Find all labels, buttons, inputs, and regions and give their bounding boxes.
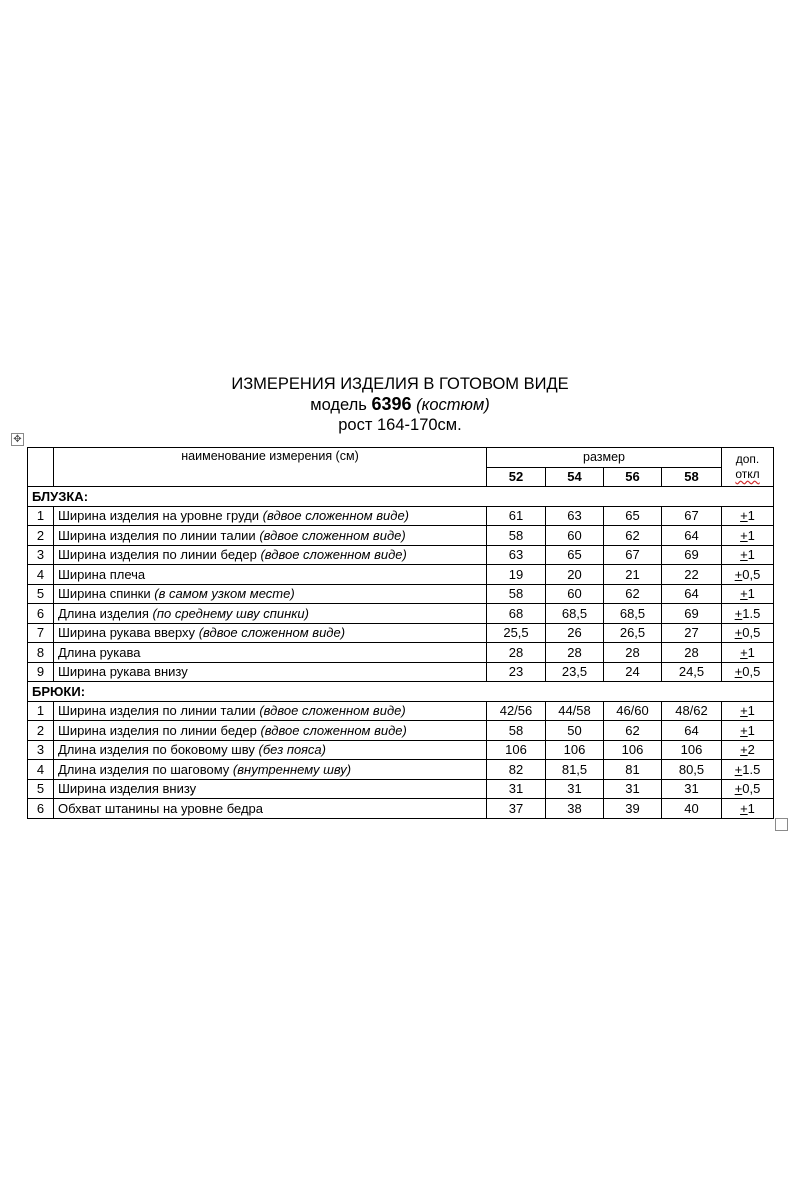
measurement-name-cell xyxy=(54,506,487,526)
measurement-note: (в самом узком месте) xyxy=(154,586,295,602)
size-value: 40 xyxy=(662,799,722,819)
row-number: 4 xyxy=(28,760,54,780)
row-number: 3 xyxy=(28,545,54,565)
plus-minus-icon: + xyxy=(740,644,748,660)
size-value: 21 xyxy=(604,565,662,585)
row-number: 6 xyxy=(28,604,54,624)
tolerance-value: 1.5 xyxy=(742,761,761,777)
size-value: 23,5 xyxy=(546,662,604,682)
tolerance-cell xyxy=(722,545,774,565)
size-value: 82 xyxy=(487,760,546,780)
plus-minus-icon: + xyxy=(734,761,743,777)
measurement-name: Длина изделия по шаговому xyxy=(58,761,230,777)
size-value: 68,5 xyxy=(604,604,662,624)
tolerance-cell xyxy=(722,740,774,760)
size-value: 39 xyxy=(604,799,662,819)
measurement-name: Ширина изделия по линии бедер xyxy=(58,722,257,738)
size-value: 65 xyxy=(604,506,662,526)
plus-minus-icon: + xyxy=(740,586,748,602)
plus-minus-icon: + xyxy=(740,703,748,719)
size-value: 28 xyxy=(487,643,546,663)
size-value: 25,5 xyxy=(487,623,546,643)
size-value: 65 xyxy=(546,545,604,565)
size-value: 24,5 xyxy=(662,662,722,682)
model-prefix: модель xyxy=(310,396,367,414)
document-title: ИЗМЕРЕНИЯ ИЗДЕЛИЯ В ГОТОВОМ ВИДЕ xyxy=(231,375,569,393)
tolerance-cell xyxy=(722,584,774,604)
size-value: 20 xyxy=(546,565,604,585)
table-row xyxy=(28,584,774,604)
measurement-note: (вдвое сложенном виде) xyxy=(198,625,346,641)
measurement-note: (вдвое сложенном виде) xyxy=(259,527,406,543)
row-number: 1 xyxy=(28,506,54,526)
tolerance-value: 1 xyxy=(747,547,755,563)
tolerance-value: 1 xyxy=(747,508,755,524)
measurement-name-cell xyxy=(54,643,487,663)
plus-minus-icon: + xyxy=(734,664,743,680)
size-value: 28 xyxy=(604,643,662,663)
measurement-name: Ширина изделия внизу xyxy=(58,781,197,797)
tolerance-cell xyxy=(722,779,774,799)
table-row xyxy=(28,623,774,643)
measurement-name-cell xyxy=(54,721,487,741)
tolerance-value: 1 xyxy=(747,703,755,719)
row-number: 4 xyxy=(28,565,54,585)
size-value: 58 xyxy=(487,584,546,604)
measurement-name-cell xyxy=(54,662,487,682)
size-value: 68 xyxy=(487,604,546,624)
row-number: 2 xyxy=(28,526,54,546)
table-row xyxy=(28,565,774,585)
table-row xyxy=(28,662,774,682)
table-row xyxy=(28,760,774,780)
measurement-name-cell xyxy=(54,604,487,624)
measurement-name-cell xyxy=(54,526,487,546)
tolerance-cell xyxy=(722,701,774,721)
row-number: 8 xyxy=(28,643,54,663)
size-header: 52 xyxy=(487,467,546,487)
size-value: 63 xyxy=(487,545,546,565)
table-resize-handle[interactable] xyxy=(775,818,788,831)
height-line: рост 164-170см. xyxy=(338,416,462,434)
tolerance-cell xyxy=(722,760,774,780)
tolerance-value: 1 xyxy=(747,586,755,602)
size-value: 48/62 xyxy=(662,701,722,721)
tolerance-label-2: откл xyxy=(735,467,760,481)
header-num-cell xyxy=(28,448,54,487)
row-number: 2 xyxy=(28,721,54,741)
size-header: 58 xyxy=(662,467,722,487)
model-suffix: (костюм) xyxy=(416,396,490,414)
size-value: 63 xyxy=(546,506,604,526)
measurement-name-cell xyxy=(54,545,487,565)
tolerance-value: 0,5 xyxy=(742,664,761,680)
size-value: 62 xyxy=(604,526,662,546)
tolerance-value: 0,5 xyxy=(742,625,761,641)
size-value: 38 xyxy=(546,799,604,819)
size-value: 81 xyxy=(604,760,662,780)
size-value: 106 xyxy=(604,740,662,760)
tolerance-value: 0,5 xyxy=(742,566,761,582)
measurement-name-cell xyxy=(54,565,487,585)
tolerance-label-1: доп. xyxy=(735,452,760,466)
table-row xyxy=(28,526,774,546)
size-value: 26,5 xyxy=(604,623,662,643)
measurement-name: Ширина изделия по линии талии xyxy=(58,703,256,719)
size-value: 27 xyxy=(662,623,722,643)
size-value: 37 xyxy=(487,799,546,819)
size-value: 106 xyxy=(487,740,546,760)
plus-minus-icon: + xyxy=(740,508,748,524)
row-number: 1 xyxy=(28,701,54,721)
document-header xyxy=(0,374,800,435)
measurement-note: (внутреннему шву) xyxy=(232,761,352,777)
row-number: 7 xyxy=(28,623,54,643)
measurement-name: Обхват штанины на уровне бедра xyxy=(58,800,263,816)
plus-minus-icon: + xyxy=(734,605,743,621)
plus-minus-icon: + xyxy=(734,781,743,797)
section-title: БЛУЗКА: xyxy=(28,487,774,507)
size-value: 58 xyxy=(487,721,546,741)
row-number: 6 xyxy=(28,799,54,819)
size-value: 24 xyxy=(604,662,662,682)
section-title: БРЮКИ: xyxy=(28,682,774,702)
tolerance-value: 1.5 xyxy=(742,605,761,621)
tolerance-cell xyxy=(722,662,774,682)
size-value: 19 xyxy=(487,565,546,585)
model-number: 6396 xyxy=(371,394,412,414)
row-number: 5 xyxy=(28,584,54,604)
measurement-note: (вдвое сложенном виде) xyxy=(260,722,407,738)
measurement-note: (по среднему шву спинки) xyxy=(152,605,309,621)
measurement-name: Длина изделия xyxy=(58,605,149,621)
plus-minus-icon: + xyxy=(740,800,748,816)
table-row xyxy=(28,701,774,721)
measurement-name: Ширина рукава внизу xyxy=(58,664,188,680)
table-row xyxy=(28,545,774,565)
header-row-1 xyxy=(28,448,774,468)
measurement-note: (без пояса) xyxy=(258,742,326,758)
measurement-name-cell xyxy=(54,799,487,819)
size-value: 31 xyxy=(662,779,722,799)
table-row xyxy=(28,779,774,799)
measurement-name: Ширина изделия по линии бедер xyxy=(58,547,257,563)
size-value: 44/58 xyxy=(546,701,604,721)
size-value: 62 xyxy=(604,584,662,604)
plus-minus-icon: + xyxy=(740,527,748,543)
size-value: 62 xyxy=(604,721,662,741)
plus-minus-icon: + xyxy=(740,722,748,738)
measurement-name-cell xyxy=(54,760,487,780)
size-value: 67 xyxy=(662,506,722,526)
size-value: 64 xyxy=(662,721,722,741)
row-number: 3 xyxy=(28,740,54,760)
size-value: 61 xyxy=(487,506,546,526)
size-value: 28 xyxy=(546,643,604,663)
measurement-name-cell xyxy=(54,779,487,799)
tolerance-cell xyxy=(722,721,774,741)
tolerance-value: 2 xyxy=(747,742,755,758)
size-value: 42/56 xyxy=(487,701,546,721)
size-value: 64 xyxy=(662,584,722,604)
size-value: 81,5 xyxy=(546,760,604,780)
tolerance-value: 0,5 xyxy=(742,781,761,797)
size-value: 58 xyxy=(487,526,546,546)
size-value: 64 xyxy=(662,526,722,546)
table-row xyxy=(28,506,774,526)
size-value: 106 xyxy=(546,740,604,760)
table-row xyxy=(28,799,774,819)
tolerance-cell xyxy=(722,526,774,546)
plus-minus-icon: + xyxy=(734,625,743,641)
table-row xyxy=(28,604,774,624)
size-value: 60 xyxy=(546,526,604,546)
tolerance-cell xyxy=(722,506,774,526)
size-header: 56 xyxy=(604,467,662,487)
tolerance-value: 1 xyxy=(747,644,755,660)
section-row xyxy=(28,487,774,507)
measurement-note: (вдвое сложенном виде) xyxy=(259,703,406,719)
tolerance-value: 1 xyxy=(747,527,755,543)
tolerance-cell xyxy=(722,623,774,643)
measurement-name: Ширина плеча xyxy=(58,566,146,582)
plus-minus-icon: + xyxy=(740,742,748,758)
table-move-handle-icon[interactable]: ✥ xyxy=(11,433,24,446)
tolerance-cell xyxy=(722,643,774,663)
measurement-name-cell xyxy=(54,701,487,721)
table-row xyxy=(28,721,774,741)
row-number: 9 xyxy=(28,662,54,682)
size-header: 54 xyxy=(546,467,604,487)
size-value: 28 xyxy=(662,643,722,663)
plus-minus-icon: + xyxy=(734,566,743,582)
header-name-cell: наименование измерения (см) xyxy=(54,448,487,487)
section-row xyxy=(28,682,774,702)
tolerance-value: 1 xyxy=(747,800,755,816)
measurement-note: (вдвое сложенном виде) xyxy=(260,547,407,563)
measurement-name: Длина изделия по боковому шву xyxy=(58,742,255,758)
size-value: 69 xyxy=(662,604,722,624)
tolerance-cell xyxy=(722,799,774,819)
table-row xyxy=(28,740,774,760)
size-value: 67 xyxy=(604,545,662,565)
size-value: 60 xyxy=(546,584,604,604)
size-value: 69 xyxy=(662,545,722,565)
size-value: 22 xyxy=(662,565,722,585)
table-row xyxy=(28,643,774,663)
size-value: 106 xyxy=(662,740,722,760)
measurements-table xyxy=(27,447,774,819)
size-value: 31 xyxy=(487,779,546,799)
header-tolerance-cell xyxy=(722,448,774,487)
measurement-name: Ширина рукава вверху xyxy=(58,625,196,641)
size-value: 80,5 xyxy=(662,760,722,780)
size-value: 31 xyxy=(604,779,662,799)
measurement-name: Ширина спинки xyxy=(58,586,151,602)
tolerance-cell xyxy=(722,565,774,585)
model-line xyxy=(0,394,800,415)
measurement-name-cell xyxy=(54,623,487,643)
measurement-name: Длина рукава xyxy=(58,644,141,660)
measurement-name: Ширина изделия на уровне груди xyxy=(58,508,260,524)
size-value: 68,5 xyxy=(546,604,604,624)
size-value: 31 xyxy=(546,779,604,799)
measurement-name-cell xyxy=(54,584,487,604)
tolerance-value: 1 xyxy=(747,722,755,738)
header-size-cell: размер xyxy=(487,448,722,468)
tolerance-cell xyxy=(722,604,774,624)
measurement-note: (вдвое сложенном виде) xyxy=(262,508,409,524)
measurement-name: Ширина изделия по линии талии xyxy=(58,527,256,543)
size-value: 50 xyxy=(546,721,604,741)
plus-minus-icon: + xyxy=(740,547,748,563)
row-number: 5 xyxy=(28,779,54,799)
size-value: 46/60 xyxy=(604,701,662,721)
size-value: 23 xyxy=(487,662,546,682)
measurement-name-cell xyxy=(54,740,487,760)
size-value: 26 xyxy=(546,623,604,643)
